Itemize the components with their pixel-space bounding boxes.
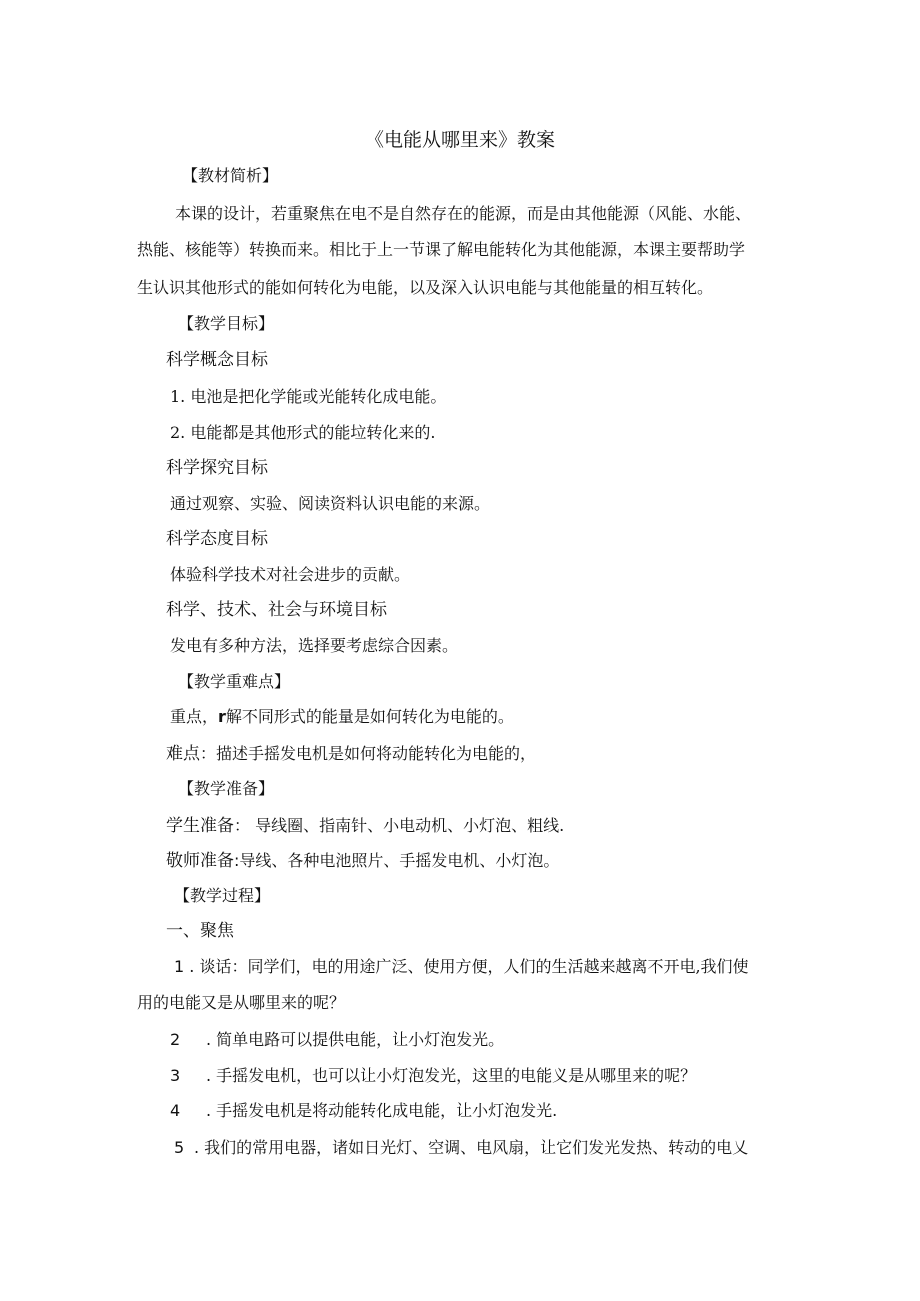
inquiry-goal-heading: 科学探究目标 [166,458,268,478]
section-heading-preparation: 【教学准备】 [178,779,275,798]
attitude-goal-heading: 科学态度目标 [166,529,268,549]
student-preparation-sep: ： [234,816,251,835]
process-step-heading: 一、聚焦 [166,921,234,941]
section-heading-key-points: 【教学重难点】 [178,672,291,691]
focus-text: 解不同形式的能量是如何转化为电能的。 [225,707,514,726]
analysis-line-3: 生认识其他形式的能如何转化为电能，以及深入认识电能与其他能量的相互转化。 [137,278,714,297]
section-heading-teaching-goals: 【教学目标】 [178,314,275,333]
concept-goal-item-1: 1. 电池是把化学能或光能转化成电能。 [170,387,447,406]
stse-goal-text: 发电有多种方法，选择要考虑综合因素。 [170,636,459,655]
student-preparation-label: 学生准备 [166,816,234,836]
process-item-2-text: . 简单电路可以提供电能，让小灯泡发光。 [206,1030,505,1049]
process-item-1-line-2: 用的电能又是从哪里来的呢？ [137,993,346,1012]
process-item-5-text: . 我们的常用电器，诸如日光灯、空调、电风扇，让它们发光发热、转动的电乂 [194,1138,749,1157]
section-heading-process: 【教学过程】 [174,886,271,905]
process-item-3-number: 3 [170,1066,181,1085]
process-item-1-number: 1 [174,957,185,976]
process-item-3 [170,1066,696,1086]
page-title: 《电能从哪里来》教案 [364,129,555,151]
teacher-preparation-text: 导线、各种电池照片、手摇发电机、小灯泡。 [239,851,560,870]
analysis-line-2: 热能、核能等）转换而来。相比于上一节课了解电能转化为其他能源，本课主要帮助学 [137,240,746,259]
difficulty-label: 难点 [166,744,200,764]
process-item-5 [174,1138,748,1158]
teacher-preparation-label: 敬师准备 [166,851,234,871]
student-preparation-text: 导线圈、指南针、小电动机、小灯泡、粗线. [255,816,565,835]
process-item-5-number: 5 [174,1138,185,1157]
focus-point-line [170,707,514,727]
student-preparation-line [166,815,564,837]
process-item-3-text: . 手摇发电机，也可以让小灯泡发光，这里的电能义是从哪里来的呢？ [206,1066,697,1085]
focus-mark: r [218,707,226,726]
difficulty-text: 描述手摇发电机是如何将动能转化为电能的， [216,744,537,763]
focus-label: 重点， [170,707,219,726]
process-item-4 [170,1101,557,1121]
process-item-4-number: 4 [170,1101,181,1120]
concept-goal-item-2: 2. 电能都是其他形式的能垃转化来的. [170,423,436,442]
analysis-line-1: 本课的设计，若重聚焦在电不是自然存在的能源，而是由其他能源（风能、水能、 [175,204,752,223]
stse-goal-heading: 科学、技术、社会与环境目标 [166,600,387,620]
process-item-1-line-1: . 谈话：同学们，电的用途广泛、使用方便，人们的生活越来越离不开电,我们使 [189,957,749,976]
attitude-goal-text: 体验科学技术对社会进步的贡献。 [170,565,411,584]
section-heading-material-analysis: 【教材简析】 [182,166,279,185]
concept-goal-heading: 科学概念目标 [166,350,268,370]
process-item-2 [170,1030,504,1050]
teacher-preparation-line [166,850,559,872]
inquiry-goal-text: 通过观察、实验、阅读资料认识电能的来源。 [170,494,491,513]
difficulty-point-line [166,743,536,765]
teacher-preparation-sep: : [234,851,240,870]
difficulty-sep: ： [200,744,217,763]
process-item-1 [174,957,749,977]
process-item-2-number: 2 [170,1030,181,1049]
process-item-4-text: . 手摇发电机是将动能转化成电能，让小灯泡发光. [206,1101,558,1120]
